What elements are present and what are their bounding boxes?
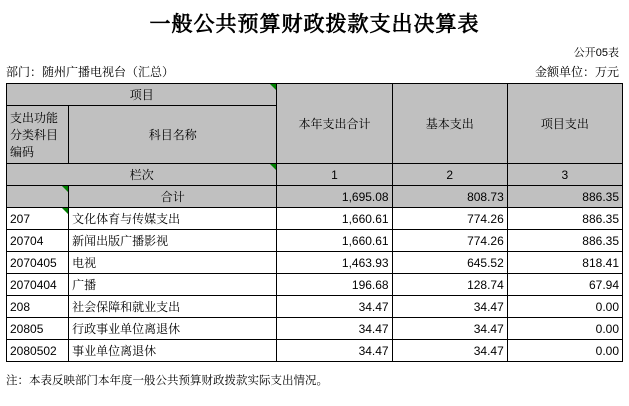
header-label-code: 支出功能分类科目编码	[10, 111, 59, 159]
table-row	[7, 340, 623, 362]
cell-name: 社会保障和就业支出	[69, 296, 277, 318]
header-cell-total	[277, 84, 392, 164]
cell-project: 67.94	[507, 274, 622, 296]
cell-name: 行政事业单位离退休	[69, 318, 277, 340]
cell-code: 207	[7, 208, 69, 230]
page-title: 一般公共预算财政拨款支出决算表	[149, 12, 480, 36]
cell-project: 0.00	[507, 296, 622, 318]
cell-code: 20704	[7, 230, 69, 252]
table-row	[7, 230, 623, 252]
cell-basic: 808.73	[392, 186, 507, 208]
cell-basic: 34.47	[392, 296, 507, 318]
table-group-header-row	[7, 84, 623, 106]
header-cell-project	[507, 84, 622, 164]
table-note: 注：本表反映部门本年度一般公共预算财政拨款实际支出情况。	[6, 375, 328, 387]
column-number-2: 2	[392, 164, 507, 186]
cell-name: 事业单位离退休	[69, 340, 277, 362]
cell-total: 1,695.08	[277, 186, 392, 208]
cell-project: 0.00	[507, 340, 622, 362]
cell-code: 2080502	[7, 340, 69, 362]
column-number-3: 3	[507, 164, 622, 186]
cell-project: 886.35	[507, 230, 622, 252]
header-cell-name	[69, 106, 277, 164]
cell-total: 1,660.61	[277, 230, 392, 252]
table-row	[7, 252, 623, 274]
cell-name: 合计	[69, 186, 277, 208]
cell-code	[7, 186, 69, 208]
cell-basic: 34.47	[392, 340, 507, 362]
cell-code: 208	[7, 296, 69, 318]
table-row	[7, 186, 623, 208]
cell-project: 886.35	[507, 186, 622, 208]
amount-unit-label: 金额单位：万元	[534, 65, 619, 79]
header-label-total: 本年支出合计	[298, 117, 371, 131]
form-code: 公开05表	[573, 47, 619, 59]
cell-total: 34.47	[277, 318, 392, 340]
cell-name: 电视	[69, 252, 277, 274]
cell-name: 文化体育与传媒支出	[69, 208, 277, 230]
column-number-1: 1	[277, 164, 392, 186]
header-cell-basic	[392, 84, 507, 164]
header-label-project: 项目支出	[540, 117, 589, 131]
table-row	[7, 274, 623, 296]
header-label-basic: 基本支出	[425, 117, 474, 131]
cell-project: 0.00	[507, 318, 622, 340]
column-number-label: 栏次	[7, 164, 277, 186]
meta-row	[0, 62, 629, 83]
cell-basic: 34.47	[392, 318, 507, 340]
cell-basic: 774.26	[392, 208, 507, 230]
cell-code: 2070405	[7, 252, 69, 274]
cell-basic: 128.74	[392, 274, 507, 296]
group-header-项目: 项目	[7, 84, 277, 106]
column-number-row	[7, 164, 623, 186]
table-row	[7, 318, 623, 340]
department-label: 部门：随州广播电视台（汇总）	[6, 65, 175, 79]
cell-code: 2070404	[7, 274, 69, 296]
table-row	[7, 296, 623, 318]
cell-total: 1,660.61	[277, 208, 392, 230]
cell-project: 886.35	[507, 208, 622, 230]
cell-name: 新闻出版广播影视	[69, 230, 277, 252]
header-cell-code	[7, 106, 69, 164]
cell-name: 广播	[69, 274, 277, 296]
budget-expenditure-table	[6, 83, 623, 362]
cell-total: 1,463.93	[277, 252, 392, 274]
header-label-name: 科目名称	[148, 128, 197, 142]
cell-code: 20805	[7, 318, 69, 340]
cell-total: 196.68	[277, 274, 392, 296]
cell-basic: 645.52	[392, 252, 507, 274]
cell-project: 818.41	[507, 252, 622, 274]
cell-total: 34.47	[277, 296, 392, 318]
table-row	[7, 208, 623, 230]
cell-basic: 774.26	[392, 230, 507, 252]
cell-total: 34.47	[277, 340, 392, 362]
